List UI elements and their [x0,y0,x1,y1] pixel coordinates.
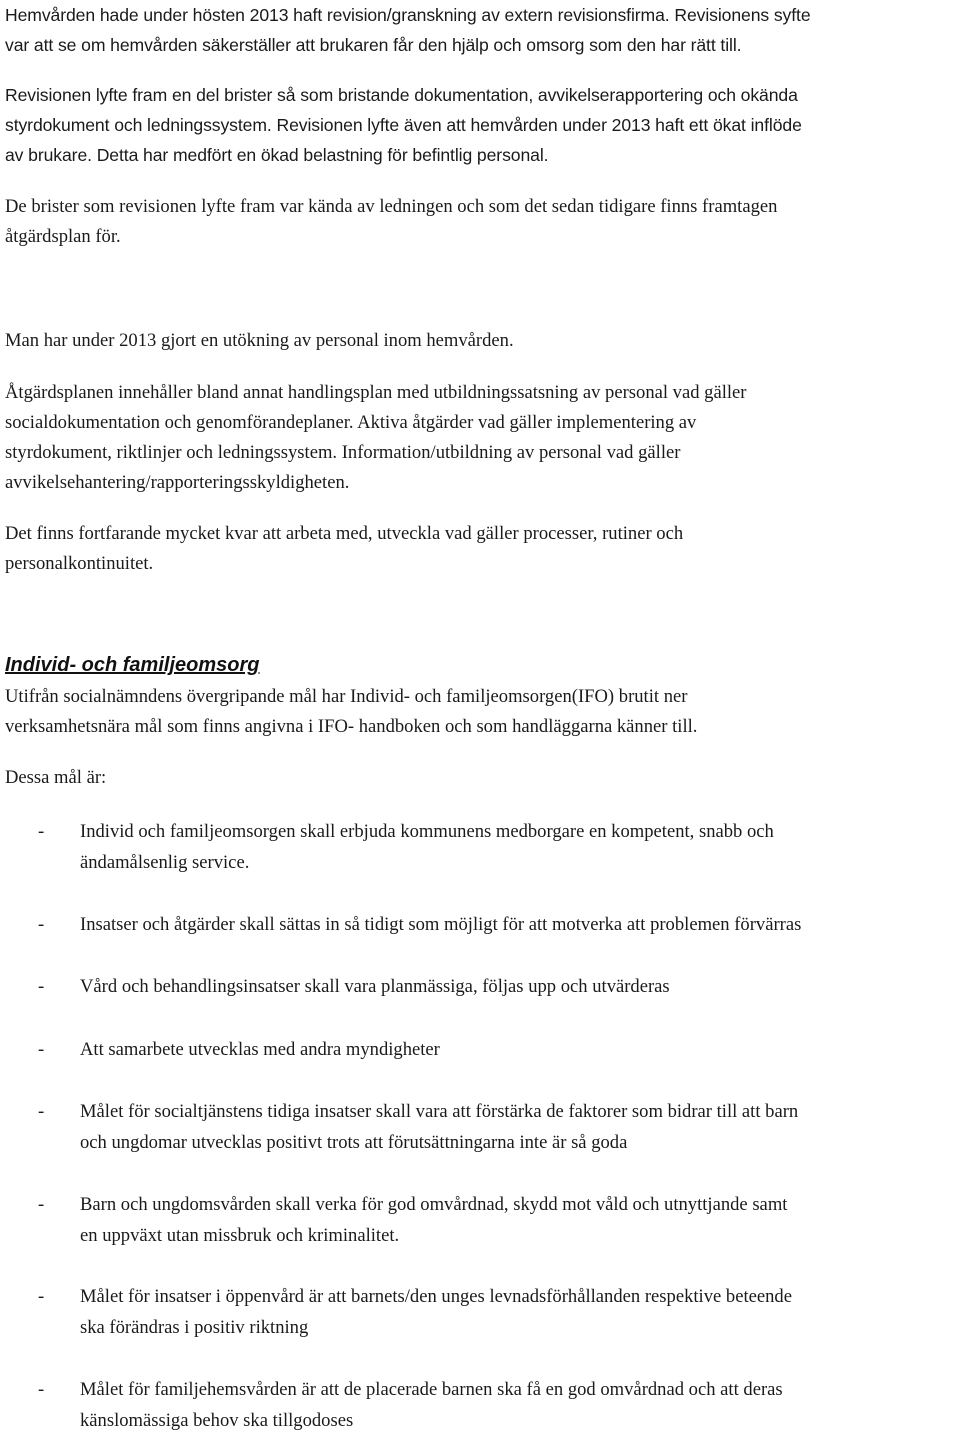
text-line: en uppväxt utan missbruk och kriminalitet. [80,1225,400,1246]
text-line: Individ och familjeomsorgen skall erbjuda kommunens medborgare en kompetent, snabb och [80,821,774,842]
text-line: socialdokumentation och genomförandeplaner. Aktiva åtgärder vad gäller implementering av [5,412,697,433]
text-line: känslomässiga behov ska tillgodoses [80,1410,354,1431]
paragraph-goals-intro [5,763,957,793]
paragraph-revision-intro [5,0,957,60]
text-line: Målet för familjehemsvården är att de placerade barnen ska få en god omvårdnad och att deras [80,1379,783,1400]
text-line: var att se om hemvården säkerställer att brukaren får den hjälp och omsorg som den har rätt till. [5,35,742,55]
text-line: Utifrån socialnämndens övergripande mål har Individ- och familjeomsorgen(IFO) brutit ner [5,686,688,707]
text-line: personalkontinuitet. [5,553,154,574]
bullet-dash: - [38,1379,45,1400]
text-line: Dessa mål är: [5,767,107,788]
paragraph-ifo-goals [5,682,957,742]
bullet-dash: - [38,976,45,997]
paragraph-remaining-work [5,519,957,579]
bullet-dash: - [38,1039,45,1060]
text-line: Hemvården hade under hösten 2013 haft revision/granskning av extern revisionsfirma. Revisionens syfte [5,5,811,25]
text-line: verksamhetsnära mål som finns angivna i IFO- handboken och som handläggarna känner till. [5,716,698,737]
paragraph-known-deficiencies [5,192,957,252]
section-heading: Individ- och familjeomsorg [5,654,260,676]
text-line: ändamålsenlig service. [80,852,250,873]
paragraph-staff-increase [5,326,957,356]
text-line: och ungdomar utvecklas positivt trots att förutsättningarna inte är så goda [80,1132,628,1153]
text-line: Att samarbete utvecklas med andra myndigheter [80,1039,440,1060]
text-line: ska förändras i positiv riktning [80,1317,309,1338]
text-line: Det finns fortfarande mycket kvar att arbeta med, utveckla vad gäller processer, rutiner och [5,523,684,544]
text-line: Barn och ungdomsvården skall verka för god omvårdnad, skydd mot våld och utnyttjande samt [80,1194,788,1215]
bullet-dash: - [38,1194,45,1215]
text-line: av brukare. Detta har medfört en ökad belastning för befintlig personal. [5,145,549,165]
text-line: styrdokument, riktlinjer och ledningssystem. Information/utbildning av personal vad gäller [5,442,681,463]
bullet-dash: - [38,821,45,842]
text-line: Målet för socialtjänstens tidiga insatser skall vara att förstärka de faktorer som bidrar till att barn [80,1101,799,1122]
bullet-dash: - [38,1101,45,1122]
text-line: Revisionen lyfte fram en del brister så som bristande dokumentation, avvikelserapportering och okända [5,85,798,105]
text-line: De brister som revisionen lyfte fram var kända av ledningen och som det sedan tidigare finns framtagen [5,196,778,217]
text-line: styrdokument och ledningssystem. Revisionen lyfte även att hemvården under 2013 haft ett ökat inflöde [5,115,802,135]
text-line: Åtgärdsplanen innehåller bland annat handlingsplan med utbildningssatsning av personal vad gäller [5,382,747,403]
paragraph-revision-findings [5,80,957,170]
text-line: Insatser och åtgärder skall sättas in så tidigt som möjligt för att motverka att problemen förvärras [80,914,802,935]
bullet-dash: - [38,914,45,935]
bullet-dash: - [38,1286,45,1307]
text-line: Målet för insatser i öppenvård är att barnets/den unges levnadsförhållanden respektive beteende [80,1286,792,1307]
text-line: åtgärdsplan för. [5,226,121,247]
text-line: avvikelsehantering/rapporteringsskyldigheten. [5,472,350,493]
text-line: Man har under 2013 gjort en utökning av personal inom hemvården. [5,330,514,351]
text-line: Vård och behandlingsinsatser skall vara planmässiga, följas upp och utvärderas [80,976,670,997]
paragraph-action-plan [5,378,957,498]
